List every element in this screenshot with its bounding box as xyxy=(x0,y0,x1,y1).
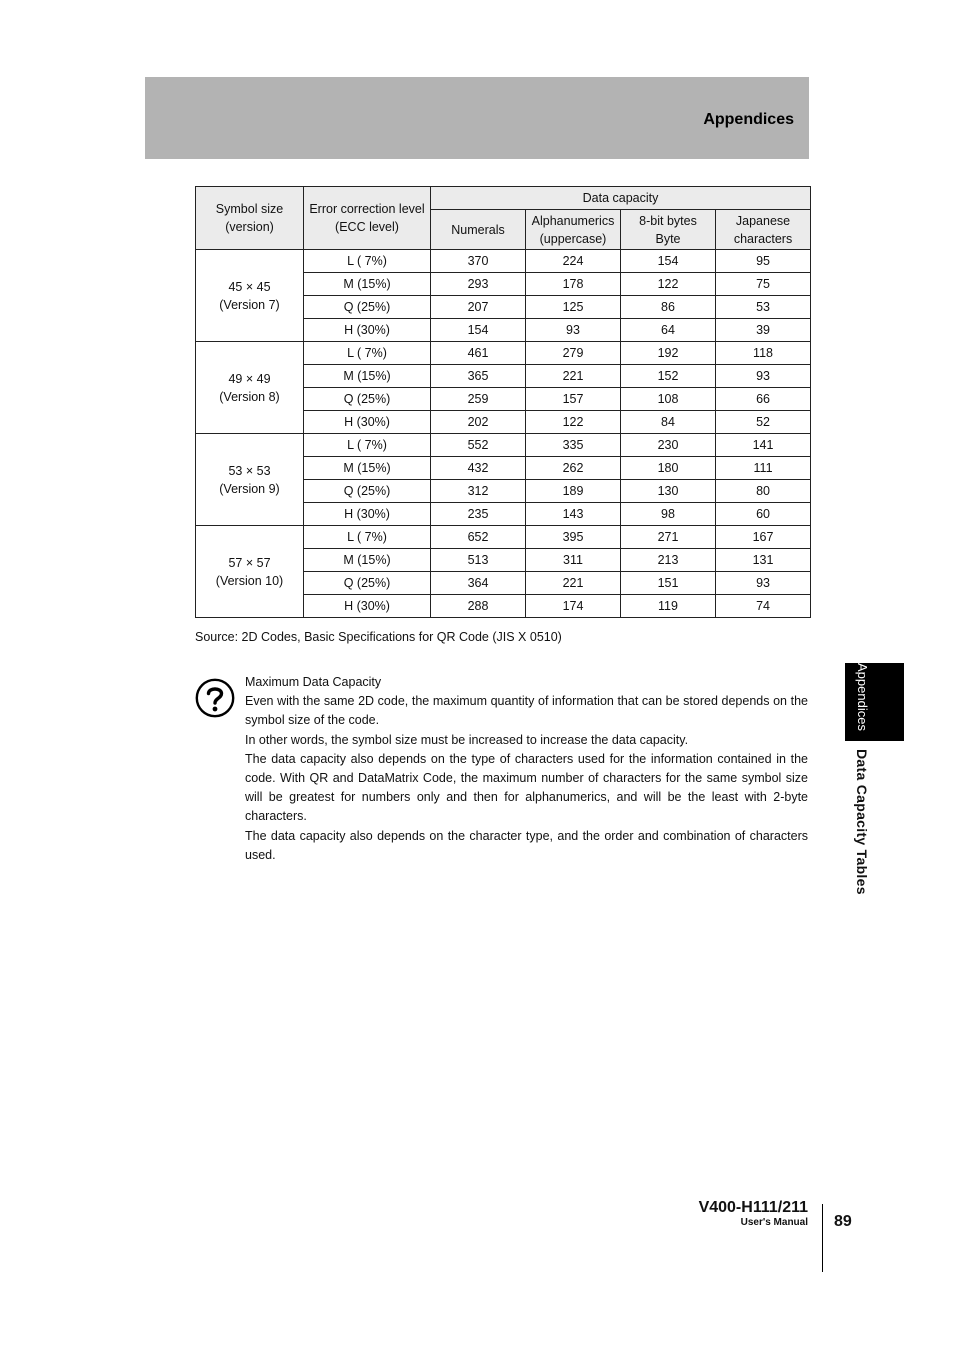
cell-num: 207 xyxy=(431,296,526,319)
cell-alnum: 221 xyxy=(526,365,621,388)
header-numerals: Numerals xyxy=(431,210,526,250)
cell-ecc: M (15%) xyxy=(304,365,431,388)
side-section-title: Data Capacity Tables xyxy=(854,749,870,895)
cell-num: 154 xyxy=(431,319,526,342)
note-title: Maximum Data Capacity xyxy=(245,675,382,689)
cell-num: 312 xyxy=(431,480,526,503)
cell-jp: 53 xyxy=(716,296,811,319)
cell-num: 365 xyxy=(431,365,526,388)
cell-ecc: M (15%) xyxy=(304,457,431,480)
note-paragraph: The data capacity also depends on the type of characters used for the information contained in the code. With QR and DataMatrix Code, the maximum number of characters for the same symbol size will be greatest for numbers only and then for alphanumerics, and will be the least with 2-byte characters. xyxy=(245,751,808,824)
symbol-size-cell: 45 × 45 (Version 7) xyxy=(196,250,304,342)
section-title: Appendices xyxy=(703,111,794,128)
cell-num: 552 xyxy=(431,434,526,457)
cell-jp: 60 xyxy=(716,503,811,526)
cell-jp: 141 xyxy=(716,434,811,457)
cell-alnum: 125 xyxy=(526,296,621,319)
side-tab-label: Appendices xyxy=(855,663,870,731)
cell-alnum: 221 xyxy=(526,572,621,595)
cell-num: 513 xyxy=(431,549,526,572)
table-row xyxy=(196,526,811,549)
cell-jp: 52 xyxy=(716,411,811,434)
table-row xyxy=(196,250,811,273)
cell-jp: 75 xyxy=(716,273,811,296)
symbol-size-cell: 49 × 49 (Version 8) xyxy=(196,342,304,434)
symbol-size-cell: 57 × 57 (Version 10) xyxy=(196,526,304,618)
header-japanese: Japanese characters xyxy=(716,210,811,250)
cell-alnum: 157 xyxy=(526,388,621,411)
cell-num: 432 xyxy=(431,457,526,480)
cell-alnum: 143 xyxy=(526,503,621,526)
cell-alnum: 224 xyxy=(526,250,621,273)
cell-num: 202 xyxy=(431,411,526,434)
cell-ecc: L ( 7%) xyxy=(304,526,431,549)
cell-jp: 131 xyxy=(716,549,811,572)
cell-byte: 98 xyxy=(621,503,716,526)
cell-alnum: 311 xyxy=(526,549,621,572)
cell-alnum: 174 xyxy=(526,595,621,618)
cell-byte: 152 xyxy=(621,365,716,388)
cell-byte: 130 xyxy=(621,480,716,503)
table-row xyxy=(196,434,811,457)
cell-jp: 80 xyxy=(716,480,811,503)
cell-ecc: L ( 7%) xyxy=(304,250,431,273)
cell-alnum: 262 xyxy=(526,457,621,480)
cell-byte: 151 xyxy=(621,572,716,595)
header-band xyxy=(145,77,809,159)
cell-jp: 93 xyxy=(716,365,811,388)
cell-num: 461 xyxy=(431,342,526,365)
cell-ecc: M (15%) xyxy=(304,549,431,572)
cell-ecc: Q (25%) xyxy=(304,388,431,411)
cell-ecc: H (30%) xyxy=(304,319,431,342)
cell-byte: 230 xyxy=(621,434,716,457)
header-alphanumerics: Alphanumerics (uppercase) xyxy=(526,210,621,250)
footer-divider xyxy=(822,1204,823,1272)
cell-num: 259 xyxy=(431,388,526,411)
cell-ecc: H (30%) xyxy=(304,503,431,526)
cell-alnum: 178 xyxy=(526,273,621,296)
cell-alnum: 335 xyxy=(526,434,621,457)
cell-jp: 39 xyxy=(716,319,811,342)
cell-byte: 122 xyxy=(621,273,716,296)
cell-byte: 64 xyxy=(621,319,716,342)
cell-ecc: H (30%) xyxy=(304,411,431,434)
cell-ecc: Q (25%) xyxy=(304,296,431,319)
note-paragraph: Even with the same 2D code, the maximum quantity of information that can be stored depends on the symbol size of the code. xyxy=(245,694,808,728)
cell-jp: 111 xyxy=(716,457,811,480)
cell-ecc: L ( 7%) xyxy=(304,434,431,457)
cell-alnum: 189 xyxy=(526,480,621,503)
footer-model: V400-H111/211 xyxy=(698,1199,808,1216)
note-paragraph: The data capacity also depends on the character type, and the order and combination of characters used. xyxy=(245,828,808,862)
cell-byte: 119 xyxy=(621,595,716,618)
cell-jp: 74 xyxy=(716,595,811,618)
data-capacity-table xyxy=(195,186,811,618)
cell-byte: 86 xyxy=(621,296,716,319)
cell-jp: 167 xyxy=(716,526,811,549)
table-row xyxy=(196,342,811,365)
cell-byte: 192 xyxy=(621,342,716,365)
cell-num: 235 xyxy=(431,503,526,526)
question-mark-icon xyxy=(195,678,235,718)
header-8bit-bytes: 8-bit bytes Byte xyxy=(621,210,716,250)
table-body xyxy=(196,250,811,618)
cell-byte: 180 xyxy=(621,457,716,480)
cell-jp: 95 xyxy=(716,250,811,273)
page-number: 89 xyxy=(834,1213,852,1230)
cell-byte: 84 xyxy=(621,411,716,434)
source-citation: Source: 2D Codes, Basic Specifications for QR Code (JIS X 0510) xyxy=(195,630,562,644)
cell-ecc: M (15%) xyxy=(304,273,431,296)
symbol-size-cell: 53 × 53 (Version 9) xyxy=(196,434,304,526)
cell-ecc: L ( 7%) xyxy=(304,342,431,365)
cell-jp: 118 xyxy=(716,342,811,365)
cell-alnum: 93 xyxy=(526,319,621,342)
header-symbol-size: Symbol size (version) xyxy=(196,187,304,250)
cell-alnum: 122 xyxy=(526,411,621,434)
footer-manual: User's Manual xyxy=(740,1217,808,1228)
cell-jp: 66 xyxy=(716,388,811,411)
cell-alnum: 279 xyxy=(526,342,621,365)
cell-byte: 108 xyxy=(621,388,716,411)
cell-byte: 154 xyxy=(621,250,716,273)
cell-ecc: Q (25%) xyxy=(304,480,431,503)
note-block xyxy=(245,673,808,865)
cell-num: 652 xyxy=(431,526,526,549)
cell-jp: 93 xyxy=(716,572,811,595)
cell-ecc: Q (25%) xyxy=(304,572,431,595)
header-data-capacity: Data capacity xyxy=(431,187,811,210)
cell-byte: 213 xyxy=(621,549,716,572)
header-ecc-level: Error correction level (ECC level) xyxy=(304,187,431,250)
cell-num: 370 xyxy=(431,250,526,273)
cell-ecc: H (30%) xyxy=(304,595,431,618)
cell-alnum: 395 xyxy=(526,526,621,549)
cell-num: 364 xyxy=(431,572,526,595)
cell-num: 293 xyxy=(431,273,526,296)
cell-byte: 271 xyxy=(621,526,716,549)
cell-num: 288 xyxy=(431,595,526,618)
note-paragraph: In other words, the symbol size must be increased to increase the data capacity. xyxy=(245,732,689,747)
